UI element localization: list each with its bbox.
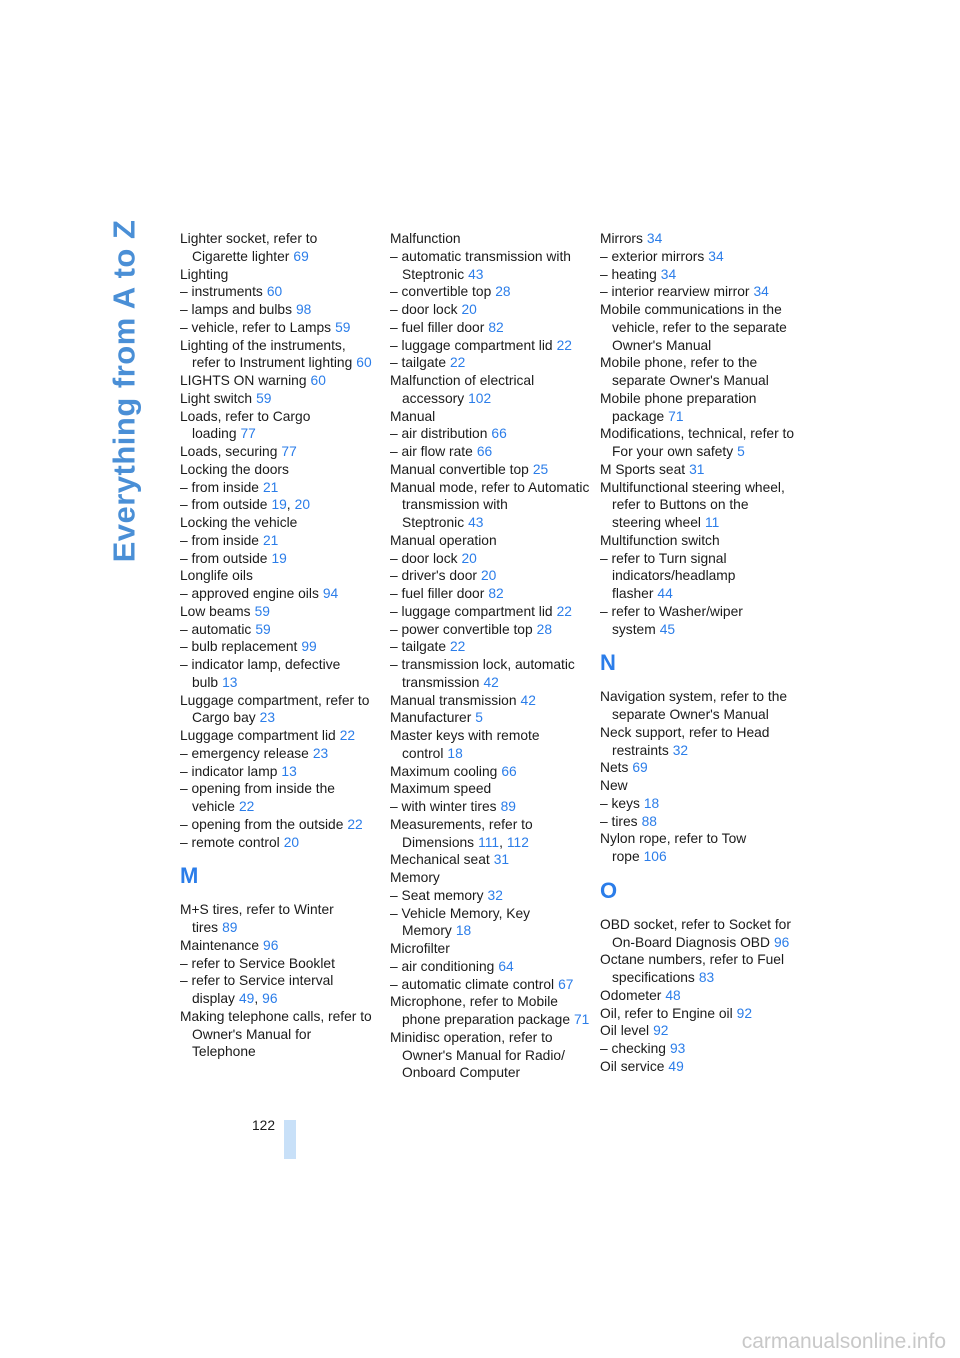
page-ref-link[interactable]: 34 [753,284,769,300]
index-entry-text: Measurements, refer to Dimensions [390,816,533,850]
index-entry [390,709,590,727]
index-entry-text: – air distribution [390,426,488,442]
index-entry-text: – luggage compartment lid [390,603,553,619]
index-entry [390,248,590,284]
index-entry [180,745,375,763]
index-entry [180,780,375,816]
index-entry [390,301,590,319]
index-entry-text: – refer to Service interval display [180,973,334,1006]
page-ref-link[interactable]: 43 [468,515,484,530]
index-entry [600,951,795,987]
index-entry [600,1040,795,1058]
index-entry-text: – driver's door [390,568,477,584]
page-ref-link[interactable]: 13 [222,674,238,690]
index-entry-text: – exterior mirrors [600,248,705,264]
index-entry [390,372,590,408]
index-entry [600,301,795,354]
index-entry-text: – fuel filler door [390,319,485,335]
index-entry-text: Light switch [180,390,253,406]
index-entry [390,887,590,905]
index-entry-text: Malfunction [390,231,461,246]
index-entry-text: Odometer [600,987,662,1003]
page-ref-link[interactable]: 111 [478,834,500,850]
index-entry-text: – automatic climate control [390,976,555,992]
page-ref-link[interactable]: 89 [222,920,238,935]
index-entry-text: – from outside [180,497,268,513]
page-ref-link[interactable]: 34 [646,231,663,246]
index-entry-text: New [600,778,628,793]
index-entry [180,834,375,852]
index-entry-text: M Sports seat [600,461,686,477]
page-ref-link[interactable]: 77 [281,444,297,459]
index-entry [180,901,375,937]
index-entry [180,461,375,479]
page-ref-link[interactable]: 22 [450,355,466,371]
page-ref-link[interactable]: 66 [491,426,507,442]
page-ref-link[interactable]: 25 [532,461,549,477]
index-entry [600,532,795,550]
index-entry-text: – automatic transmission with Steptronic [390,248,571,282]
index-entry [390,443,590,461]
page-ref-link[interactable]: 69 [293,248,309,264]
index-entry [180,567,375,585]
index-entry [390,230,590,248]
page-ref-separator: , [286,497,291,513]
index-entry-text: Nets [600,760,629,776]
index-entry [600,987,795,1005]
page-ref-link[interactable]: 20 [461,550,477,566]
index-entry [600,425,795,461]
section-side-title-text: Everything from A to Z [106,219,142,563]
page-ref-link[interactable]: 64 [498,958,514,974]
page-ref-link[interactable]: 102 [468,390,492,406]
index-entry [600,266,795,284]
index-entry-text: Lighting [180,266,229,282]
page-ref-link[interactable]: 31 [493,852,510,868]
index-entry [600,603,795,639]
page-ref-link[interactable]: 22 [347,816,363,832]
page-ref-link[interactable]: 59 [254,603,270,619]
page-ref-link[interactable]: 66 [476,444,493,459]
page-ref-link[interactable]: 20 [461,302,477,317]
index-entry [600,479,795,532]
index-entry [390,798,590,816]
index-entry-text: Lighting of the instruments, refer to Instrument lighting [180,337,353,371]
page-ref-link[interactable]: 20 [283,834,300,850]
section-side-title [98,219,150,563]
page-ref-link[interactable]: 48 [665,987,681,1003]
page-ref-link[interactable]: 42 [520,692,536,708]
index-entry-text: M+S tires, refer to Winter tires [180,902,334,935]
page-ref-link[interactable]: 20 [481,568,497,584]
page-ref-link[interactable]: 34 [708,248,724,264]
index-entry [600,1005,795,1023]
index-entry-text: – opening from inside the vehicle [180,781,335,814]
index-entry [600,248,795,266]
index-entry [180,550,375,568]
index-entry [600,390,795,426]
index-entry-text: Manual [390,408,436,424]
index-entry-text: Manual transmission [390,692,517,708]
page-ref-link[interactable]: 22 [238,799,255,814]
page-ref-link[interactable]: 42 [483,674,499,690]
index-entry-text: Modifications, technical, refer to For your own safety [600,426,795,459]
page-ref-link[interactable]: 83 [698,970,715,985]
page-ref-link[interactable]: 59 [255,621,271,637]
index-entry [180,972,375,1008]
page-ref-link[interactable]: 60 [356,355,372,371]
index-entry [390,354,590,372]
index-entry-text: Making telephone calls, refer to Owner's Manual for Telephone [180,1008,372,1060]
index-entry [390,319,590,337]
index-entry-text: – instruments [180,284,263,300]
page-ref-link[interactable]: 19 [271,550,287,566]
index-entry [180,532,375,550]
index-entry-text: – approved engine oils [180,586,319,601]
index-entry-text: Manufacturer [390,710,472,726]
index-entry-text: Oil level [600,1023,650,1039]
index-column-1 [180,230,375,1061]
page-ref-link[interactable]: 96 [773,934,790,950]
index-entry [180,337,375,373]
page-ref-link[interactable]: 93 [669,1041,686,1056]
page-ref-link[interactable]: 89 [500,799,516,814]
index-entry-text: Minidisc operation, refer to Owner's Manual for Radio/ Onboard Computer [390,1029,565,1081]
index-entry [390,993,590,1029]
index-entry [390,603,590,621]
index-entry-text: – refer to Turn signal indicators/headlamp flasher [600,550,736,601]
page-number-bar [284,1120,296,1159]
page-ref-link[interactable]: 49 [238,991,255,1006]
index-entry-text: Loads, refer to Cargo loading [180,408,311,442]
index-entry-text: – lamps and bulbs [180,302,292,317]
page-ref-link[interactable]: 88 [641,813,657,829]
index-entry-text: Mechanical seat [390,852,490,868]
index-entry-text: Navigation system, refer to the separate Owner's Manual [600,689,788,722]
index-entry-text: – power convertible top [390,621,533,637]
index-entry [180,692,375,728]
page-ref-link[interactable]: 22 [339,728,356,743]
page-ref-link[interactable]: 59 [256,390,272,406]
index-entry-text: – heating [600,266,657,282]
index-entry [180,656,375,692]
index-entry [390,1029,590,1082]
index-entry [180,266,375,284]
index-entry-text: Maximum cooling [390,763,498,779]
page-ref-link[interactable]: 92 [736,1005,753,1021]
index-entry [600,1022,795,1040]
index-entry-text: Mobile communications in the vehicle, refer to the separate Owner's Manual [600,302,787,353]
index-entry-text: Longlife oils [180,568,253,584]
page-ref-link[interactable]: 5 [737,444,745,459]
index-entry [390,869,590,887]
index-entry-text: – with winter tires [390,799,497,814]
index-entry-text: Malfunction of electrical accessory [390,373,535,406]
index-entry [600,354,795,390]
page-ref-link[interactable]: 60 [266,284,283,300]
page-ref-link[interactable]: 67 [558,976,574,992]
index-entry-text: Oil, refer to Engine oil [600,1005,733,1021]
page-ref-link[interactable]: 45 [659,621,676,637]
index-entry-text: Luggage compartment, refer to Cargo bay [180,692,370,726]
index-entry-text: – transmission lock, automatic transmission [390,657,575,690]
index-entry-text: – tires [600,813,638,829]
index-entry [390,638,590,656]
page-ref-link[interactable]: 44 [657,586,673,601]
index-entry-text: – from inside [180,532,259,548]
page-ref-link[interactable]: 32 [487,887,503,903]
index-entry [180,603,375,621]
index-entry-text: – door lock [390,302,458,317]
index-entry-text: – vehicle, refer to Lamps [180,319,332,335]
index-entry-text: Nylon rope, refer to Tow rope [600,831,747,864]
index-entry [390,425,590,443]
page-ref-link[interactable]: 18 [455,923,472,939]
page-ref-link[interactable]: 94 [322,586,339,601]
index-letter-heading: M [180,863,199,889]
page-ref-link[interactable]: 22 [450,639,466,655]
index-entry [600,813,795,831]
page-ref-link[interactable]: 96 [262,991,278,1006]
page-ref-separator: , [254,991,259,1006]
page-ref-link[interactable]: 49 [668,1058,684,1074]
page-ref-link[interactable]: 22 [556,603,572,619]
index-entry-text: – automatic [180,621,252,637]
index-entry-text: Mobile phone preparation package [600,390,757,424]
page-ref-link[interactable]: 59 [335,319,351,335]
index-entry [390,851,590,869]
index-entry [180,514,375,532]
index-entry-text: – keys [600,795,640,811]
index-entry [180,727,375,745]
index-entry-text: – indicator lamp, defective bulb [180,657,341,690]
index-entry-text: – interior rearview mirror [600,284,750,300]
index-entry-text: – indicator lamp [180,763,278,779]
page-ref-link[interactable]: 13 [281,763,297,779]
index-entry-text: – from inside [180,479,259,495]
index-entry-text: Luggage compartment lid [180,728,336,743]
index-entry [390,940,590,958]
index-entry-text: – emergency release [180,745,309,761]
page-ref-link[interactable]: 28 [495,284,511,300]
index-entry [390,461,590,479]
index-entry [390,567,590,585]
page-ref-link[interactable]: 28 [536,621,553,637]
index-entry [180,443,375,461]
index-entry-text: Neck support, refer to Head restraints [600,724,770,758]
index-entry-text: – from outside [180,550,268,566]
index-column-2 [390,230,590,1082]
page-ref-link[interactable]: 98 [295,302,312,317]
page-ref-link[interactable]: 5 [475,710,483,726]
index-entry [390,585,590,603]
page-ref-link[interactable]: 21 [262,479,279,495]
index-entry [600,759,795,777]
page-ref-link[interactable]: 18 [447,745,463,761]
index-entry [390,337,590,355]
index-entry-text: Maximum speed [390,781,492,797]
index-entry-text: – refer to Washer/wiper system [600,603,743,637]
index-entry-text: Multifunctional steering wheel, refer to Buttons on the steering wheel [600,479,785,530]
index-entry-text: Mobile phone, refer to the separate Owner's Manual [600,355,769,388]
index-entry-text: Microphone, refer to Mobile phone preparation package [390,994,570,1027]
index-entry [180,763,375,781]
page-ref-link[interactable]: 82 [488,586,504,601]
index-entry [180,955,375,973]
index-entry [600,916,795,952]
page-ref-link[interactable]: 23 [312,745,329,761]
index-entry [180,372,375,390]
index-entry [390,550,590,568]
index-entry-text: – Vehicle Memory, Key Memory [390,905,531,939]
page-ref-link[interactable]: 77 [240,426,256,442]
page-ref-link[interactable]: 69 [632,760,648,776]
index-entry-text: – door lock [390,550,458,566]
index-entry-text: Multifunction switch [600,532,720,548]
index-entry-text: – refer to Service Booklet [180,955,335,971]
index-entry [180,390,375,408]
index-entry [180,301,375,319]
index-entry-text: Manual convertible top [390,461,529,477]
page-ref-link[interactable]: 99 [301,639,317,655]
page-ref-link[interactable]: 31 [689,461,705,477]
page-ref-link[interactable]: 22 [556,337,572,353]
index-entry [180,496,375,514]
index-entry-text: Oil service [600,1058,665,1074]
index-entry-text: – air flow rate [390,444,473,459]
index-entry [180,638,375,656]
index-entry [390,727,590,763]
index-entry-text: – Seat memory [390,887,484,903]
page-ref-link[interactable]: 106 [643,849,667,864]
index-entry [180,283,375,301]
index-entry [180,479,375,497]
index-entry-text: – checking [600,1041,666,1056]
index-entry-text: Octane numbers, refer to Fuel specifications [600,952,785,985]
index-entry [390,816,590,852]
page-ref-separator: , [499,834,503,850]
page-ref-link[interactable]: 82 [488,319,504,335]
index-entry [390,656,590,692]
page-ref-link[interactable]: 21 [262,532,279,548]
index-entry-text: – luggage compartment lid [390,337,553,353]
index-entry [390,479,590,532]
index-entry-text: Master keys with remote control [390,728,540,761]
index-entry-text: Lighter socket, refer to Cigarette lighter [180,231,318,264]
page-ref-link[interactable]: 20 [294,497,310,513]
page-ref-link[interactable]: 112 [506,834,529,850]
index-letter-heading: O [600,877,618,903]
index-entry [390,408,590,426]
index-entry-text: Locking the vehicle [180,515,298,530]
index-entry-text: – tailgate [390,355,446,371]
page-ref-link[interactable]: 96 [263,937,279,953]
index-entry-text: Manual mode, refer to Automatic transmission with Steptronic [390,479,590,530]
page-ref-link[interactable]: 66 [501,763,517,779]
page-ref-link[interactable]: 32 [672,742,689,758]
index-entry [390,283,590,301]
index-entry [600,777,795,795]
index-entry [600,230,795,248]
index-entry [390,958,590,976]
index-entry [600,724,795,760]
index-entry [600,461,795,479]
index-entry-text: Locking the doors [180,461,289,477]
index-entry-text: – fuel filler door [390,586,485,601]
page-ref-link[interactable]: 18 [643,795,660,811]
index-column-3 [600,230,795,1076]
index-entry-text: OBD socket, refer to Socket for On-Board Diagnosis OBD [600,916,791,950]
index-entry-text: Mirrors [600,231,643,246]
page-ref-link[interactable]: 19 [271,497,287,513]
index-entry [600,283,795,301]
index-entry [180,1008,375,1061]
index-entry-text: Manual operation [390,532,497,548]
index-entry-text: – remote control [180,834,280,850]
index-entry [390,763,590,781]
index-entry [390,692,590,710]
index-entry [390,532,590,550]
index-entry-text: – air conditioning [390,958,495,974]
index-entry [180,408,375,444]
index-entry [180,230,375,266]
page-ref-link[interactable]: 23 [259,710,276,726]
index-entry-text: – tailgate [390,639,446,655]
index-entry [600,1058,795,1076]
index-entry-text: – bulb replacement [180,639,298,655]
index-entry [600,795,795,813]
watermark: carmanualsonline.info [741,1330,946,1353]
index-entry-text: LIGHTS ON warning [180,373,307,388]
index-letter-heading: N [600,650,616,676]
index-entry [180,621,375,639]
page-ref-link[interactable]: 92 [653,1023,669,1039]
index-entry-text: Microfilter [390,941,450,956]
index-entry [390,976,590,994]
index-entry [600,830,795,866]
index-entry-text: Loads, securing [180,444,278,459]
index-entry [600,688,795,724]
index-entry [180,319,375,337]
index-entry-text: Maintenance [180,937,260,953]
page-ref-link[interactable]: 11 [704,515,720,530]
page-ref-link[interactable]: 34 [660,266,677,282]
index-entry [600,550,795,603]
page-number: 122 [252,1118,276,1133]
index-entry [390,621,590,639]
index-entry-text: – convertible top [390,284,492,300]
index-entry-text: Low beams [180,603,251,619]
index-entry [180,585,375,603]
page-ref-link[interactable]: 71 [668,408,684,424]
index-entry [180,937,375,955]
page-ref-link[interactable]: 71 [574,1012,590,1027]
index-entry-text: – opening from the outside [180,816,344,832]
page-ref-link[interactable]: 60 [310,373,326,388]
page-ref-link[interactable]: 43 [468,266,484,282]
index-entry [180,816,375,834]
index-entry [390,905,590,941]
index-entry-text: Memory [390,870,440,885]
index-entry [390,780,590,798]
